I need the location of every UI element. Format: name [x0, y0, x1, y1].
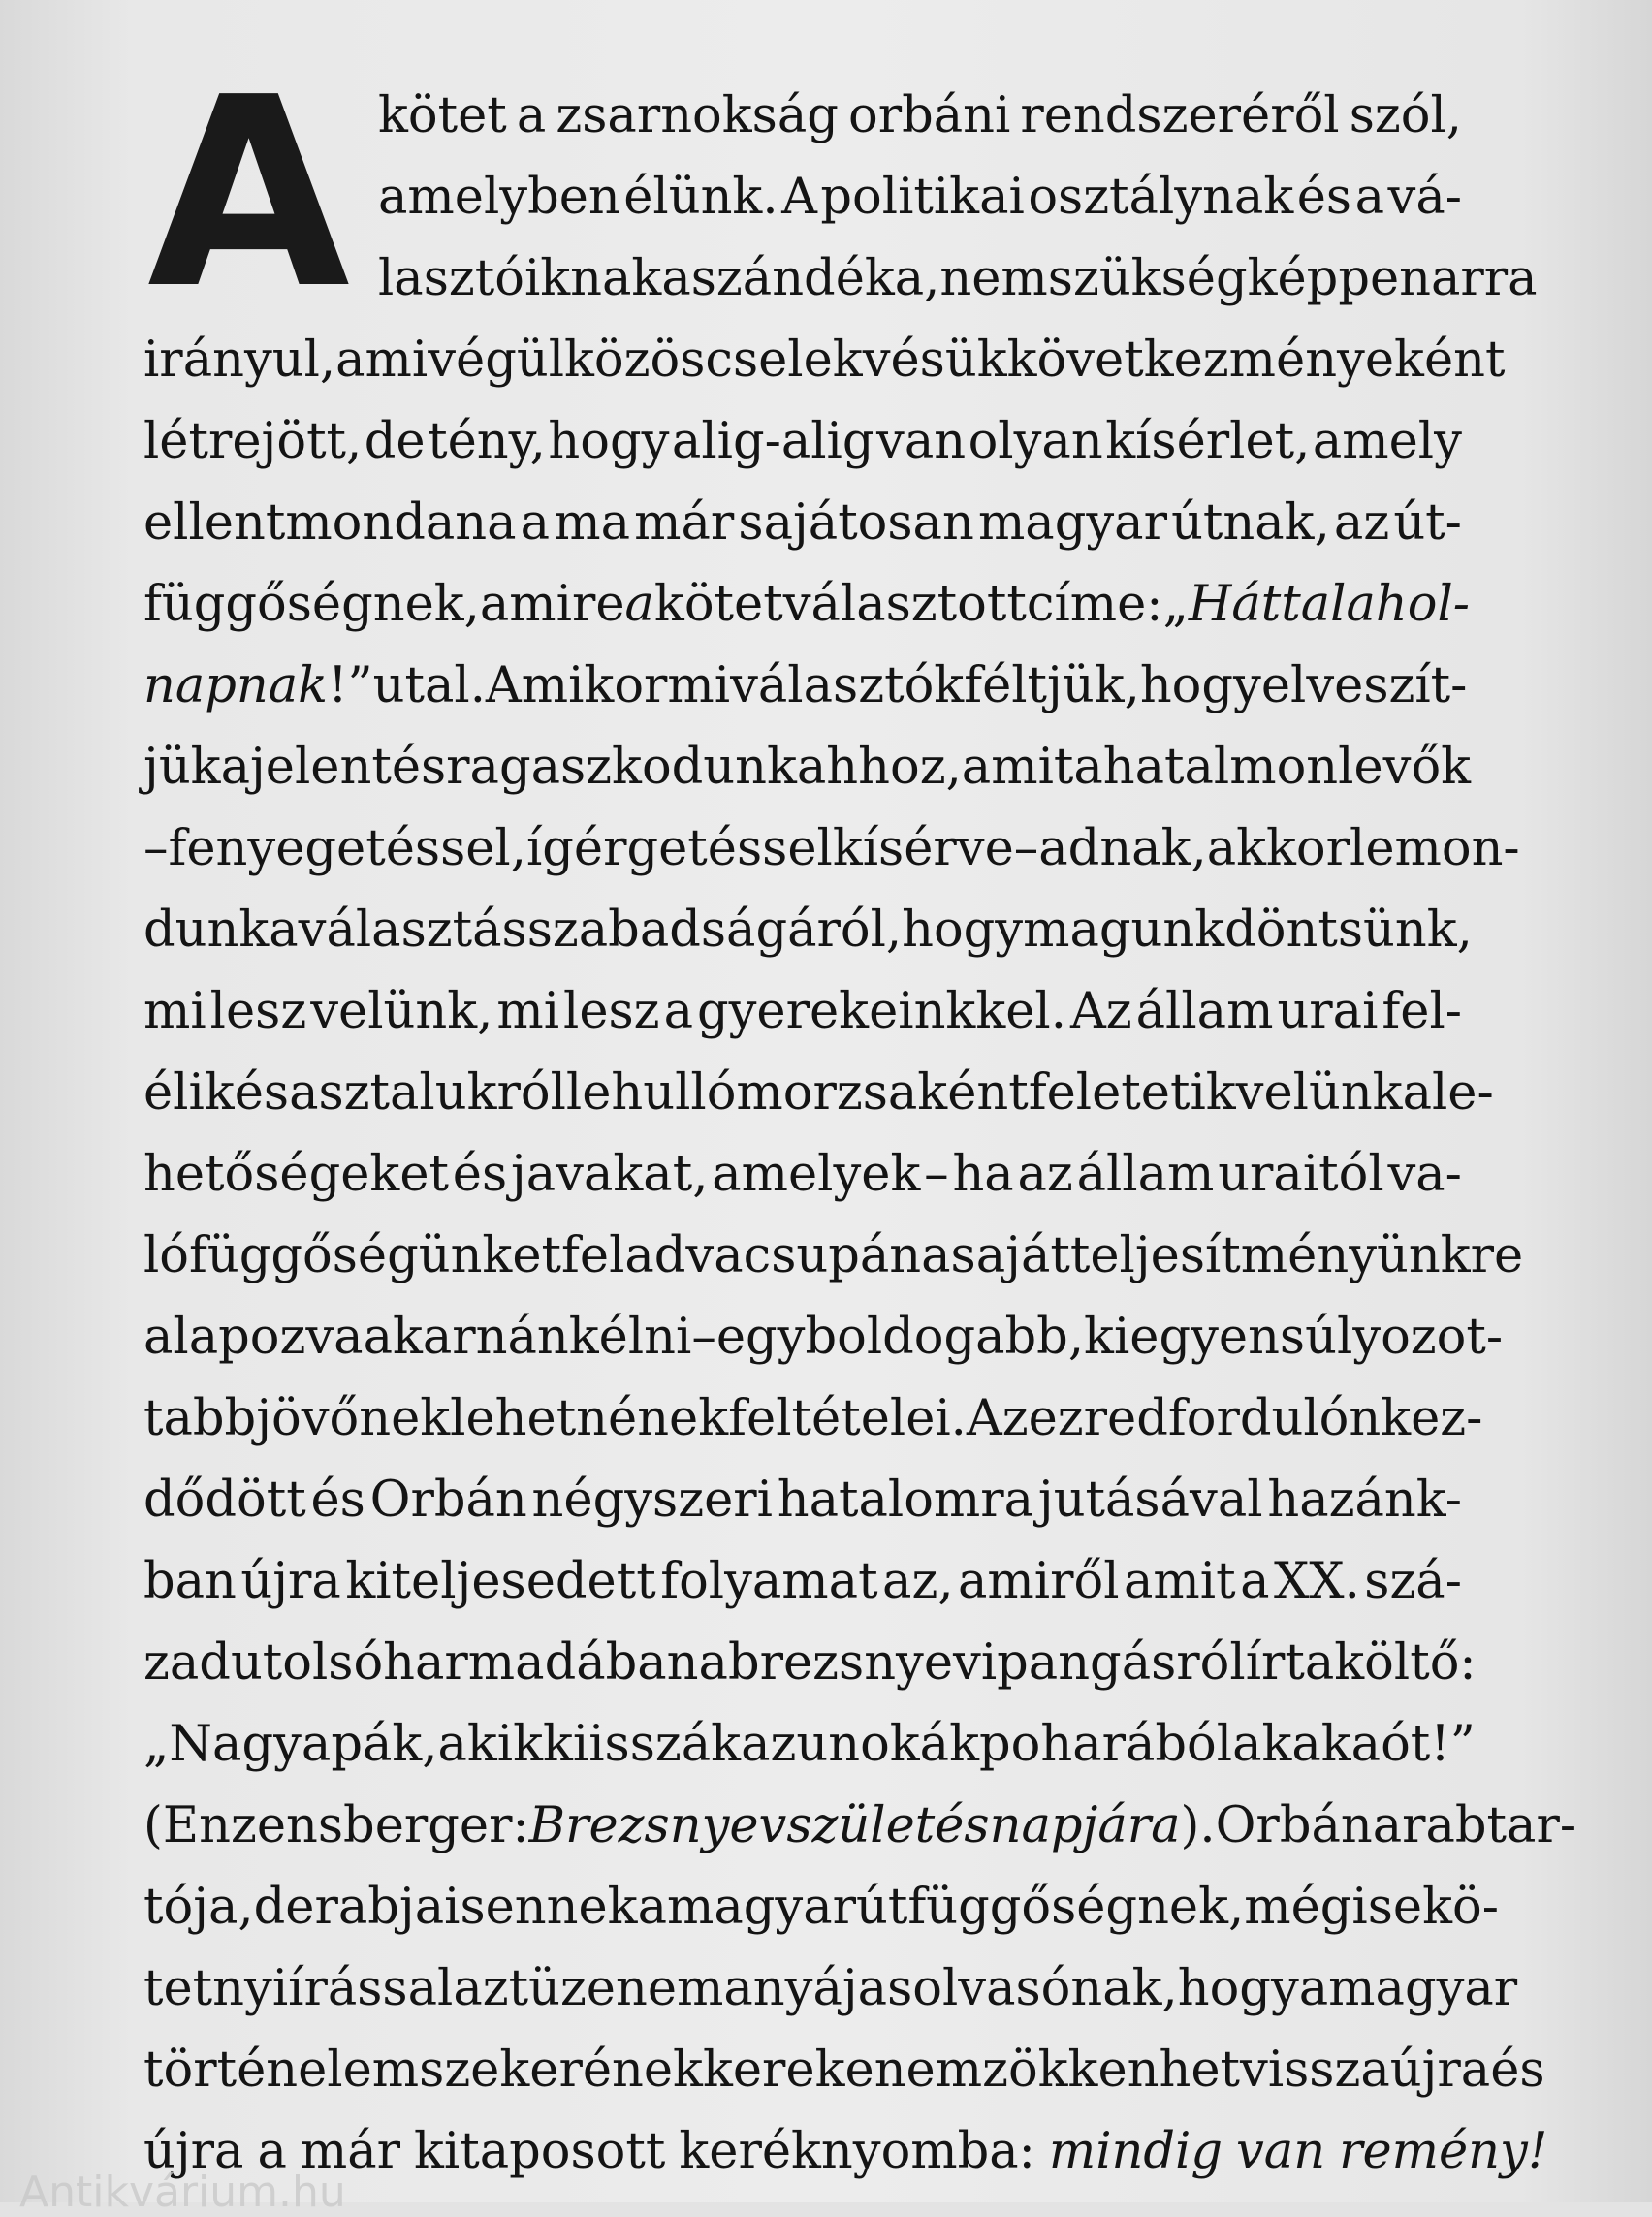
word: elveszít- — [1260, 657, 1468, 714]
word: a — [698, 1634, 728, 1692]
word: címe: — [1026, 576, 1163, 633]
word: fenyegetéssel, — [168, 820, 526, 877]
text-line — [143, 1623, 1477, 1704]
word: mi — [496, 983, 560, 1040]
word: rabja — [314, 1879, 445, 1936]
word: kísérve — [832, 820, 1014, 877]
word: létrejött, — [143, 413, 363, 470]
word: a — [1240, 1553, 1270, 1610]
text-line — [143, 646, 1468, 727]
word: üzenem — [528, 1960, 724, 2017]
word: azt — [453, 1960, 529, 2017]
word: harmadában — [383, 1634, 699, 1692]
word: az — [741, 1716, 797, 1773]
text-line — [143, 564, 1471, 646]
word: lesz — [209, 983, 307, 1040]
word: amely — [1312, 413, 1462, 470]
word: – — [143, 820, 169, 877]
word: ha — [952, 1146, 1014, 1203]
word: akkor — [1206, 820, 1350, 877]
word: politikai — [820, 169, 1025, 226]
word: brezsnyevi — [727, 1634, 998, 1692]
word: levők — [1338, 739, 1472, 796]
word: az — [1017, 1146, 1073, 1203]
word: féltjük, — [964, 657, 1140, 714]
word: alig-alig — [671, 413, 874, 470]
word: tója, — [143, 1879, 254, 1936]
text-line — [143, 1053, 1494, 1134]
word: rabtar- — [1402, 1797, 1577, 1854]
word: morzsaként — [736, 1064, 1029, 1122]
word: és — [1296, 169, 1352, 226]
text-line — [143, 1541, 1462, 1623]
word: folyamat — [660, 1553, 878, 1610]
word: a — [516, 87, 547, 144]
word: a — [723, 1960, 753, 2017]
word: és — [391, 739, 447, 796]
word: útfüggőségnek, — [856, 1879, 1245, 1936]
word: cselekvésük — [705, 332, 1007, 389]
word: születésnapjára). — [786, 1797, 1216, 1854]
word: útnak, — [1171, 494, 1330, 552]
text-line — [143, 1378, 1483, 1460]
word: e — [1392, 1879, 1423, 1936]
word: rendszeréről — [1020, 87, 1340, 144]
word: – — [691, 1309, 716, 1366]
word: ma — [554, 494, 630, 552]
word: a — [257, 2123, 287, 2180]
word: hogy — [1177, 1960, 1299, 2017]
word: ennek — [485, 1879, 638, 1936]
text-line — [143, 808, 1520, 890]
word: kiegyensúlyozot- — [1084, 1309, 1504, 1366]
word: van — [876, 413, 967, 470]
word: a — [1402, 1064, 1432, 1122]
word: szekerének — [419, 2042, 703, 2099]
word: amire — [479, 576, 625, 633]
word: a — [661, 250, 691, 307]
word: ahhoz, — [796, 739, 962, 796]
word: lesz — [563, 983, 660, 1040]
word: a — [1354, 169, 1385, 226]
word: van — [1236, 2123, 1326, 2180]
word: kötet — [653, 576, 783, 633]
word: ígérgetéssel — [525, 820, 833, 877]
word: unokák — [796, 1716, 979, 1773]
word: egy — [715, 1309, 806, 1366]
word: mindig — [1048, 2123, 1223, 2180]
text-line — [143, 1786, 1577, 1867]
word: az, — [882, 1553, 954, 1610]
word: szándéka, — [690, 250, 940, 307]
word: Az — [966, 1390, 1029, 1447]
word: hetőségeket — [143, 1146, 449, 1203]
word: lehetnének — [450, 1390, 729, 1447]
word: mégis — [1244, 1879, 1393, 1936]
word: a — [1346, 576, 1376, 633]
word: javakat, — [510, 1146, 709, 1203]
text-line — [143, 1704, 1476, 1786]
word: kakaót!” — [1261, 1716, 1476, 1773]
word: jük — [143, 739, 221, 796]
word: hogy — [902, 902, 1024, 959]
word: magunk — [1023, 902, 1225, 959]
word: le- — [1431, 1064, 1494, 1122]
word: a — [663, 983, 693, 1040]
word: kereke — [702, 2042, 874, 2099]
drop-cap-letter: A — [147, 41, 346, 346]
word: de — [364, 413, 426, 470]
word: ragaszkodunk — [446, 739, 797, 796]
word: lasztóiknak — [378, 250, 662, 307]
word: saját — [950, 1227, 1070, 1284]
word: írással — [288, 1960, 454, 2017]
word: kiteljesedett — [345, 1553, 656, 1610]
word: csupán — [743, 1227, 922, 1284]
text-line — [378, 76, 1462, 157]
word: mi — [667, 657, 731, 714]
word: pangásról — [997, 1634, 1246, 1692]
word: kez- — [1381, 1390, 1483, 1447]
word: vá- — [1387, 169, 1462, 226]
word: a — [220, 739, 250, 796]
word: olvasónak, — [912, 1960, 1178, 2017]
word: alapozva — [143, 1309, 364, 1366]
text-line — [143, 320, 1506, 401]
word: napnak!” — [143, 657, 373, 714]
word: tetnyi — [143, 1960, 289, 2017]
word: lemon- — [1350, 820, 1520, 877]
word: tény, — [428, 413, 546, 470]
word: jelent — [249, 739, 392, 796]
text-line — [143, 1134, 1462, 1216]
word: feltételei. — [728, 1390, 967, 1447]
word: olyan — [968, 413, 1103, 470]
word: uraitól — [1218, 1146, 1384, 1203]
word: út- — [1393, 494, 1462, 552]
word: – — [1013, 820, 1039, 877]
word: a — [624, 576, 654, 633]
word: hol- — [1375, 576, 1471, 633]
word: függőségnek, — [143, 576, 480, 633]
word: Amikor — [485, 657, 668, 714]
text-line — [143, 1216, 1524, 1297]
word: négyszeri — [531, 1472, 773, 1529]
word: kiisszák — [543, 1716, 742, 1773]
word: szükségképpen — [1047, 250, 1431, 307]
word: a — [637, 1879, 667, 1936]
word: nyájas — [752, 1960, 913, 2017]
word: asztalukról — [289, 1064, 566, 1122]
word: nem — [874, 2042, 983, 2099]
word: hatalmon — [1102, 739, 1339, 796]
word: szabadságáról, — [526, 902, 903, 959]
word: urai — [1277, 983, 1379, 1040]
text-line — [378, 157, 1462, 238]
word: Orbán — [1215, 1797, 1373, 1854]
word: nem — [939, 250, 1048, 307]
text-line — [143, 401, 1462, 483]
word: a — [1232, 1716, 1262, 1773]
word: a — [921, 1227, 951, 1284]
word: irányul, — [143, 332, 336, 389]
word: arra — [1431, 250, 1538, 307]
word: jutásával — [1037, 1472, 1263, 1529]
word: teljesítményünkre — [1069, 1227, 1524, 1284]
word: osztálynak — [1028, 169, 1294, 226]
word: Orbán — [369, 1472, 527, 1529]
text-line — [143, 890, 1473, 971]
word: következményeként — [1006, 332, 1506, 389]
word: is — [444, 1879, 486, 1936]
word: a — [1372, 1797, 1403, 1854]
word: poharából — [979, 1716, 1233, 1773]
word: „Háttal — [1162, 576, 1347, 633]
word: orbáni — [847, 87, 1011, 144]
word: tabb — [143, 1390, 257, 1447]
word: hazánk- — [1267, 1472, 1462, 1529]
text-line — [378, 238, 1538, 320]
body-text — [143, 76, 1577, 2193]
text-line — [143, 971, 1462, 1053]
word: velünk, — [310, 983, 493, 1040]
word: gyerekeinkkel. — [696, 983, 1066, 1040]
word: kísérlet, — [1105, 413, 1311, 470]
word: közös — [564, 332, 706, 389]
word: Brezsnyev — [528, 1797, 787, 1854]
word: jövőnek — [256, 1390, 451, 1447]
word: írt — [1245, 1634, 1305, 1692]
word: utal. — [372, 657, 486, 714]
word: keréknyomba: — [679, 2123, 1035, 2180]
word: ellentmondana — [143, 494, 517, 552]
word: választott — [782, 576, 1027, 633]
word: már — [634, 494, 735, 552]
word: szól, — [1349, 87, 1462, 144]
word: szá- — [1364, 1553, 1462, 1610]
word: (Enzensberger: — [143, 1797, 529, 1854]
word: amit — [1124, 1553, 1236, 1610]
word: állam — [1076, 1146, 1215, 1203]
word: amelyben — [378, 169, 620, 226]
word: választók — [730, 657, 965, 714]
word: az — [1333, 494, 1390, 552]
word: újra — [143, 2123, 244, 2180]
text-line — [143, 1948, 1518, 2030]
word: ban — [143, 1553, 237, 1610]
word: XX. — [1273, 1553, 1360, 1610]
word: feletetik — [1028, 1064, 1236, 1122]
word: sajátosan — [738, 494, 974, 552]
word: a — [1298, 1960, 1329, 2017]
text-line — [143, 2030, 1545, 2111]
word: „Nagyapák, — [143, 1716, 438, 1773]
word: ezredfordulón — [1028, 1390, 1382, 1447]
word: és — [1490, 2042, 1545, 2099]
text-line — [143, 1867, 1499, 1948]
text-line — [143, 1460, 1462, 1541]
word: állam — [1135, 983, 1274, 1040]
word: va- — [1387, 1146, 1462, 1203]
word: zsarnokság — [556, 87, 839, 144]
word: vissza — [1240, 2042, 1390, 2099]
word: kö- — [1422, 1879, 1499, 1936]
word: élni — [598, 1309, 692, 1366]
word: ló — [143, 1227, 190, 1284]
text-line — [143, 727, 1472, 808]
word: a — [520, 494, 551, 552]
word: már — [300, 2123, 401, 2180]
word: boldogabb, — [805, 1309, 1085, 1366]
word: kötet — [378, 87, 507, 144]
word: kitaposott — [414, 2123, 666, 2180]
word: élik — [143, 1064, 235, 1122]
word: és — [310, 1472, 365, 1529]
word: hogy — [1139, 657, 1261, 714]
word: magyar — [977, 494, 1167, 552]
word: újra — [1389, 2042, 1491, 2099]
watermark-text: Antikvárium.hu — [19, 2168, 346, 2217]
word: döntsünk, — [1224, 902, 1473, 959]
word: lehulló — [565, 1064, 737, 1122]
word: utolsó — [230, 1634, 384, 1692]
word: amiről — [958, 1553, 1120, 1610]
text-line — [143, 1297, 1504, 1378]
word: velünk — [1235, 1064, 1403, 1122]
word: költő: — [1334, 1634, 1477, 1692]
word: de — [253, 1879, 315, 1936]
text-line — [143, 483, 1462, 564]
word: választás — [298, 902, 527, 959]
word: zad — [143, 1634, 231, 1692]
word: A — [781, 169, 817, 226]
word: ami — [335, 332, 429, 389]
word: remény! — [1339, 2123, 1548, 2180]
word: akarnánk — [363, 1309, 599, 1366]
word: újra — [240, 1553, 341, 1610]
word: feladva — [561, 1227, 744, 1284]
word: a — [269, 902, 299, 959]
word: fel- — [1382, 983, 1462, 1040]
word: a — [1304, 1634, 1335, 1692]
word: – — [924, 1146, 949, 1203]
word: végül — [428, 332, 565, 389]
word: adnak, — [1038, 820, 1207, 877]
word: zökkenhet — [982, 2042, 1241, 2099]
word: élünk. — [623, 169, 778, 226]
word: függőségünket — [189, 1227, 562, 1284]
word: dődött — [143, 1472, 306, 1529]
word: amelyek — [712, 1146, 921, 1203]
word: magyar — [667, 1879, 857, 1936]
word: amit — [961, 739, 1074, 796]
word: mi — [143, 983, 206, 1040]
word: akik — [437, 1716, 544, 1773]
word: a — [1073, 739, 1103, 796]
word: Az — [1069, 983, 1132, 1040]
word: és — [452, 1146, 508, 1203]
word: hatalomra — [777, 1472, 1034, 1529]
word: és — [234, 1064, 290, 1122]
word: dunk — [143, 902, 270, 959]
word: hogy — [548, 413, 670, 470]
word: történelem — [143, 2042, 420, 2099]
word: magyar — [1328, 1960, 1518, 2017]
